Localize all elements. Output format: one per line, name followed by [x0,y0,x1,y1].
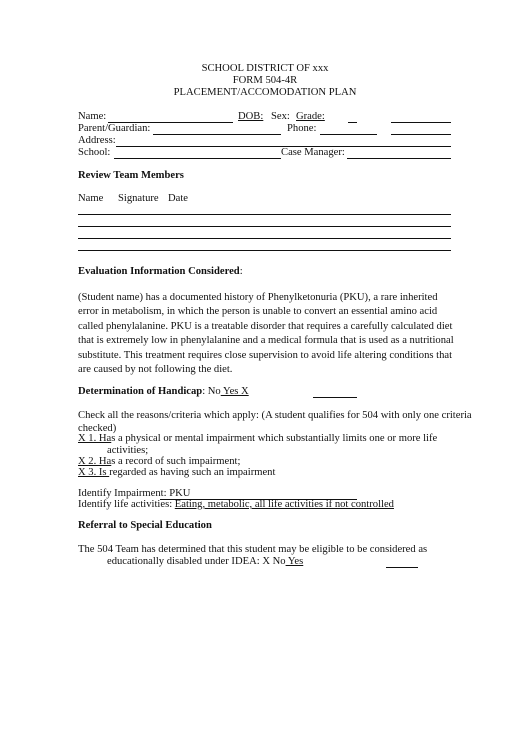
referral-extra-field[interactable] [386,567,418,568]
impairment-value[interactable]: PKU [169,488,191,499]
handicap-row [78,387,249,398]
criterion-3-text: regarded as having such an impairment [109,467,276,478]
review-team-heading: Review Team Members [78,170,184,181]
parent-label: Parent/Guardian: [78,123,151,134]
name-label: Name: [78,111,107,122]
grade-label: Grade: [296,111,325,122]
referral-line-1: The 504 Team has determined that this student may be eligible to be considered as [78,544,428,555]
referral-answer-yes[interactable]: Yes [285,556,304,567]
team-member-line-2[interactable] [78,226,451,227]
referral-line-2 [107,557,303,568]
life-activities-value[interactable]: Eating, metabolic, all life activities if not controlled [174,499,394,510]
grade-field[interactable] [348,122,357,123]
team-member-line-4[interactable] [78,250,451,251]
criteria-intro-line: Check all the reasons/criteria which apply: (A student qualifies for 504 with only one criteria [78,410,472,421]
sex-label: Sex: [271,111,290,122]
criterion-1[interactable] [78,434,437,445]
phone-label: Phone: [287,123,317,134]
evaluation-line: substitute. This treatment requires close supervision to avoid life altering conditions that [78,349,453,361]
criterion-1-text: s a physical or mental impairment which substantially limits one or more life [111,433,438,444]
evaluation-heading-colon: : [239,266,243,277]
school-label: School: [78,147,111,158]
col-signature: Signature [118,193,159,204]
case-manager-label: Case Manager: [281,147,345,158]
team-member-line-1[interactable] [78,214,451,215]
dob-label: DOB: [238,111,264,122]
evaluation-line: (Student name) has a documented history of Phenylketonuria (PKU), a rare inherited [78,292,438,303]
grade-extra-field[interactable] [391,122,451,123]
form-number: FORM 504-4R [232,75,298,86]
evaluation-line: are caused by not following the diet. [78,364,233,376]
address-label: Address: [78,135,116,146]
criterion-2-text: s a record of such impairment; [111,456,241,467]
criteria-intro [78,410,472,435]
referral-heading: Referral to Special Education [78,520,212,531]
evaluation-line: called phenylalanine. PKU is a treatable disorder that requires a carefully calculated diet [78,320,453,332]
criterion-3-mark: X 3. Is [78,467,110,478]
handicap-yes[interactable]: Yes X [220,386,249,397]
col-date: Date [168,193,188,204]
team-member-line-3[interactable] [78,238,451,239]
school-field[interactable] [114,158,281,159]
handicap-extra-field[interactable] [313,397,357,398]
impairment-row [78,489,190,500]
criterion-1-mark: X 1. Ha [78,433,112,444]
evaluation-line: error in metabolism, in which the person is unable to convert an essential amino acid [78,306,438,318]
col-name: Name [78,193,104,204]
evaluation-heading-text: Evaluation Information Considered [78,266,240,277]
criterion-2-mark: X 2. Ha [78,456,112,467]
evaluation-line: that is extremely low in phenylalanine and a medical formula that is used as a nutritional [78,335,454,347]
referral-answer-x-no[interactable]: X No [262,556,286,567]
criteria-intro-line: checked) [78,422,117,434]
district-title: SCHOOL DISTRICT OF xxx [201,63,329,74]
phone-extra-field[interactable] [391,134,451,135]
impairment-label: Identify Impairment: [78,488,170,499]
referral-line-2-text: educationally disabled under IDEA: [107,556,263,567]
case-manager-field[interactable] [347,158,451,159]
evaluation-paragraph [78,291,458,377]
handicap-no[interactable]: : No [202,386,221,397]
handicap-label: Determination of Handicap [78,386,203,397]
life-activities-label: Identify life activities: [78,499,175,510]
parent-field[interactable] [153,134,281,135]
criterion-2[interactable] [78,457,240,468]
phone-field[interactable] [320,134,377,135]
criterion-1-cont: activities; [107,445,149,456]
form-title: PLACEMENT/ACCOMODATION PLAN [173,87,357,98]
life-activities-row [78,500,394,511]
criterion-3[interactable] [78,468,275,479]
evaluation-heading [78,267,243,278]
